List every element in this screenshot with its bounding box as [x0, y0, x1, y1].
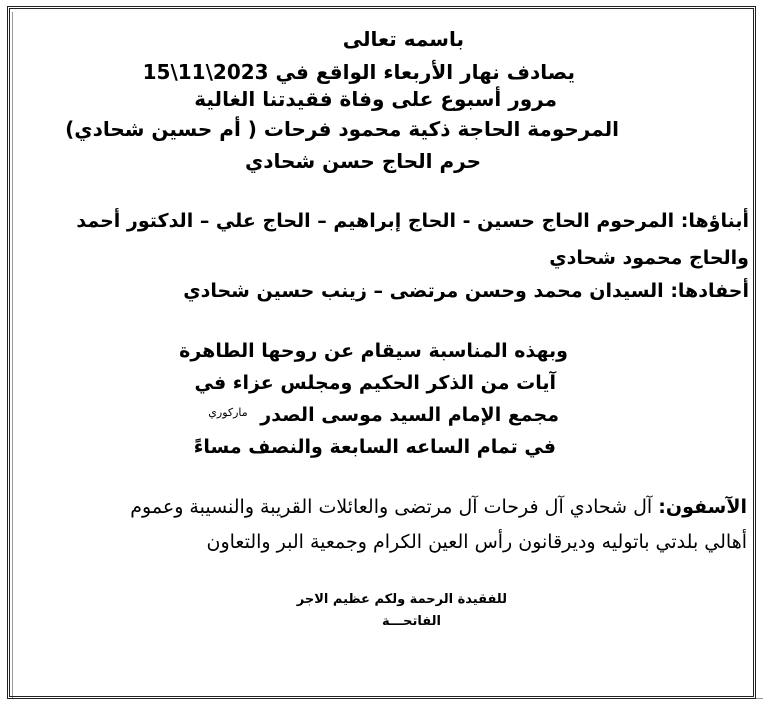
date-line: يصادف نهار الأربعاء الواقع في 2023\11\15: [142, 60, 575, 84]
sons-line-2: والحاج محمود شحادي: [549, 247, 749, 269]
closing-line-1: للفقيدة الرحمة ولكم عظيم الاجر: [296, 592, 507, 607]
sons-line-1: أبناؤها: المرحوم الحاج حسين - الحاج إبراهيم – الحاج علي – الدكتور أحمد: [76, 210, 749, 232]
ceremony-line-2: آيات من الذكر الحكيم ومجلس عزاء في: [194, 372, 556, 394]
mourners-line-2: أهالي بلدتي باتوليه وديرقانون رأس العين الكرام وجمعية البر والتعاون: [206, 531, 747, 553]
venue-name: مجمع الإمام السيد موسى الصدر: [260, 404, 559, 426]
mourners-text-1: آل شحادي آل فرحات آل مرتضى والعائلات القريبة والنسيبة وعموم: [130, 496, 653, 518]
spouse-line: حرم الحاج حسن شحادي: [244, 149, 481, 173]
venue-note: ماركوري: [208, 406, 248, 419]
opening-invocation: باسمه تعالى: [342, 27, 464, 51]
ceremony-venue: [208, 404, 559, 426]
ceremony-time: في تمام الساعه السابعة والنصف مساءً: [193, 436, 556, 458]
grandchildren-line: أحفادها: السيدان محمد وحسن مرتضى – زينب حسين شحادي: [183, 280, 749, 302]
mourners-label: الآسفون:: [658, 496, 747, 518]
occasion-line: مرور أسبوع على وفاة فقيدتنا الغالية: [194, 87, 557, 111]
deceased-name: المرحومة الحاجة ذكية محمود فرحات ( أم حسين شحادي): [65, 117, 619, 141]
ceremony-line-1: وبهذه المناسبة سيقام عن روحها الطاهرة: [179, 340, 568, 362]
mourners-line-1: [130, 496, 747, 518]
closing-fatiha: الفاتحـــة: [381, 614, 441, 629]
